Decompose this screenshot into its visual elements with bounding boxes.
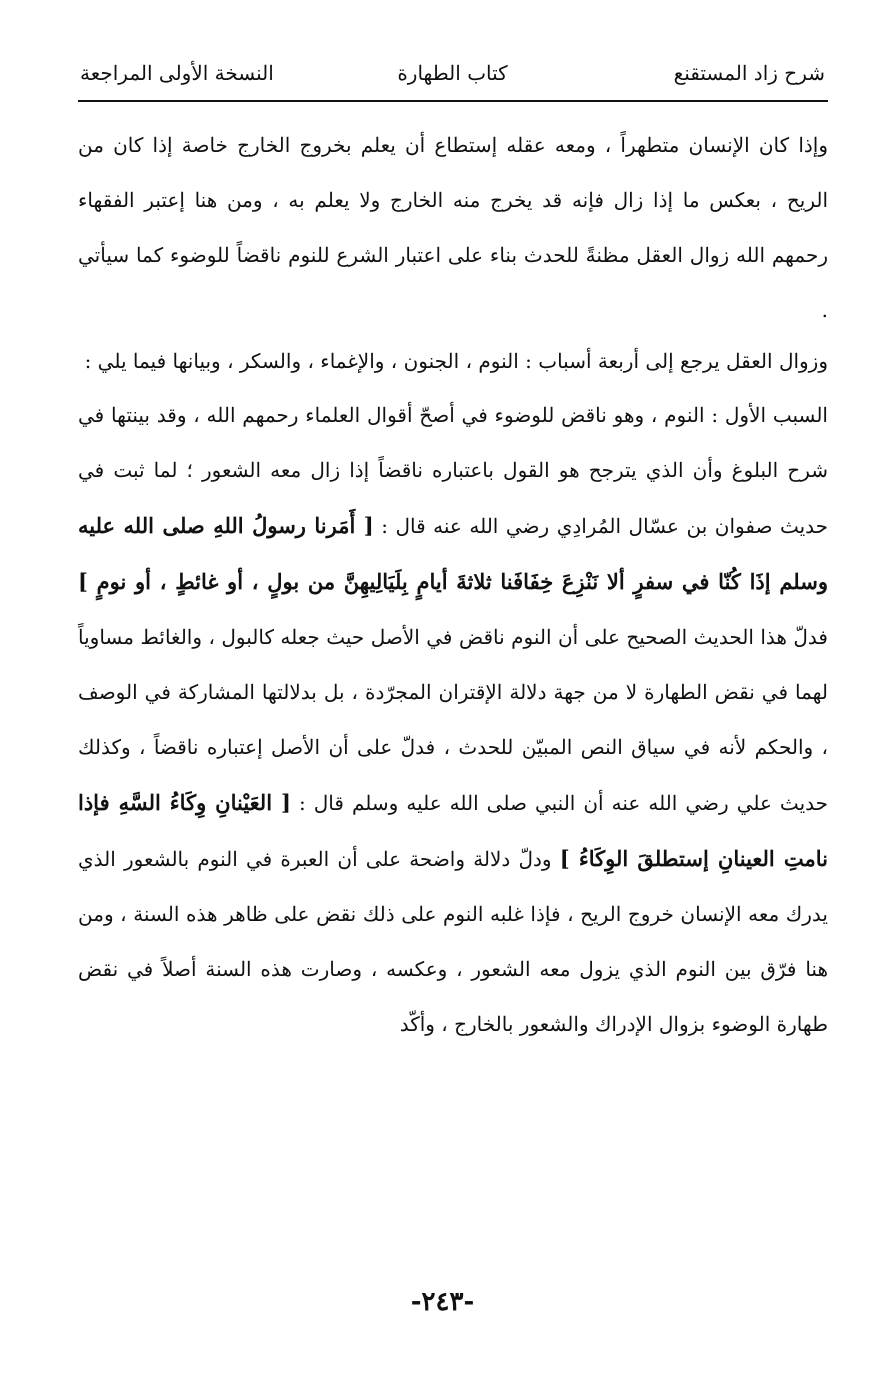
page-number: -٢٤٣- <box>410 1287 475 1317</box>
header-book-title: شرح زاد المستقنع <box>673 61 825 85</box>
header-chapter-title: كتاب الطهارة <box>397 61 508 85</box>
paragraph-sleep-text-c: ودلّ دلالة واضحة على أن العبرة في النوم بالشعور الذي يدرك معه الإنسان خروج الريح ، فإذا غلبه النوم على ذلك نقض على ظاهر هذه السنة ، ومن هنا فرّق بين النوم الذي يزول معه الشعور ، وعكسه ، وصارت هذه السنة أصلاً في نقض طهارة الوضوء بزوال الإدراك والشعور بالخارج ، وأكّد <box>78 847 828 1036</box>
header-divider <box>78 100 828 102</box>
paragraph-sleep <box>78 388 828 1052</box>
paragraph-intro: وإذا كان الإنسان متطهراً ، ومعه عقله إستطاع أن يعلم بخروج الخارج خاصة إذا كان من الريح ، بعكس ما إذا زال فإنه قد يخرج منه الخارج ولا يعلم به ، ومن هنا إعتبر الفقهاء رحمهم الله زوال العقل مظنةً للحدث بناء على اعتبار الشرع للنوم ناقضاً للوضوء كما سيأتي . <box>78 133 828 322</box>
paragraph-sleep-text-a: السبب الأول : النوم ، وهو ناقض للوضوء في أصحّ أقوال العلماء رحمهم الله ، وقد بينتها في شرح البلوغ وأن الذي يترجح هو القول باعتباره ناقضاً إذا زال معه الشعور ؛ لما ثبت في حديث صفوان بن عسّال المُرادِي رضي الله عنه قال : <box>78 403 829 538</box>
running-header <box>80 56 825 90</box>
paragraph-sleep-text-b: فدلّ هذا الحديث الصحيح على أن النوم ناقض في الأصل حيث جعله كالبول ، والغائط مساوياً لهما في نقض الطهارة لا من جهة دلالة الإقتران المجرّدة ، بل بدلالتها المشاركة في الوصف ، والحكم لأنه في سياق النص المبيّن للحدث ، فدلّ على أن الأصل إعتباره ناقضاً ، وكذلك حديث علي رضي الله عنه أن النبي صلى الله عليه وسلم قال : <box>78 625 828 815</box>
hadith-ali: [ العَيْنانِ وِكَاءُ السَّهِ فإذا نامتِ العينانِ إستطلقَ الوِكَاءُ ] <box>78 790 829 871</box>
paragraph-causes: وزوال العقل يرجع إلى أربعة أسباب : النوم ، الجنون ، والإغماء ، والسكر ، وبيانها فيما يلي : <box>84 349 828 373</box>
main-text <box>78 118 828 1052</box>
header-edition-note: النسخة الأولى المراجعة <box>80 61 274 85</box>
hadith-safwan: [ أَمَرنا رسولُ اللهِ صلى الله عليه وسلم إذَا كُنّا في سفرٍ ألا نَنْزِعَ خِفَافَنا ثلاثةَ أيامٍ بِلَيَالِيهِنَّ من بولٍ ، أو غائطٍ ، أو نومٍ ] <box>78 513 828 594</box>
